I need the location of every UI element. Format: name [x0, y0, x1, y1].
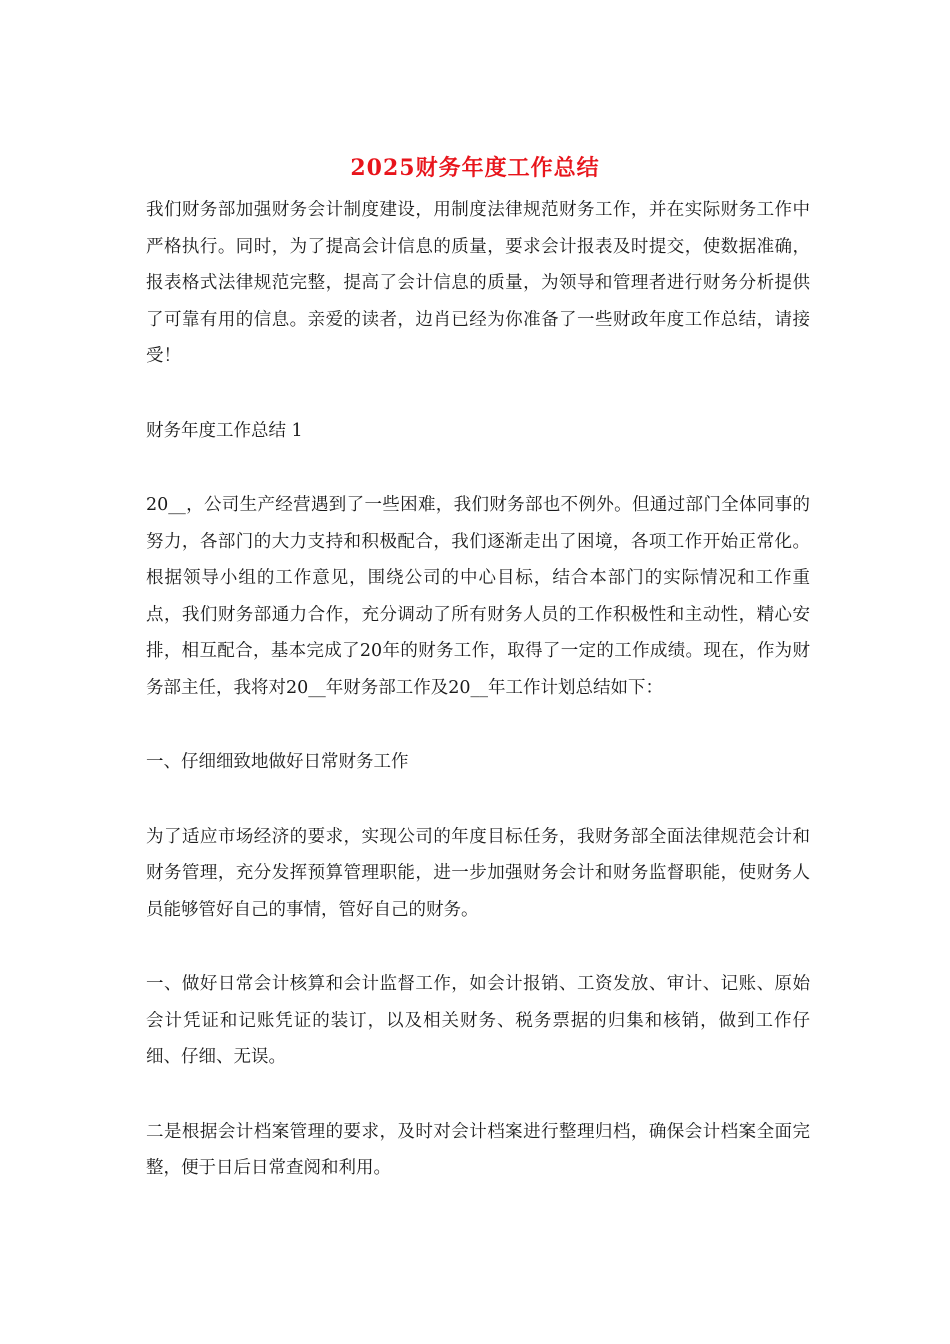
- intro-paragraph: 我们财务部加强财务会计制度建设，用制度法律规范财务工作，并在实际财务工作中严格执行。同时，为了提高会计信息的质量，要求会计报表及时提交，使数据准确，报表格式法律规范完整，提高了会计信息的质量，为领导和管理者进行财务分析提供了可靠有用的信息。亲爱的读者，边肖已经为你准备了一些财政年度工作总结，请接受！: [146, 200, 810, 366]
- body-paragraph: 为了适应市场经济的要求，实现公司的年度目标任务，我财务部全面法律规范会计和财务管理，充分发挥预算管理职能，进一步加强财务会计和财务监督职能，使财务人员能够管好自己的事情，管好自己的财务。: [146, 826, 810, 920]
- document-body: [146, 192, 810, 1225]
- subsection-heading: 一、仔细细致地做好日常财务工作: [146, 752, 409, 772]
- body-paragraph: 20__，公司生产经营遇到了一些困难，我们财务部也不例外。但通过部门全体同事的努力，各部门的大力支持和积极配合，我们逐渐走出了困境，各项工作开始正常化。根据领导小组的工作意见，围绕公司的中心目标，结合本部门的实际情况和工作重点，我们财务部通力合作，充分调动了所有财务人员的工作积极性和主动性，精心安排，相互配合，基本完成了20年的财务工作，取得了一定的工作成绩。现在，作为财务部主任，我将对20__年财务部工作及20__年工作计划总结如下：: [146, 495, 810, 698]
- body-paragraph: 二是根据会计档案管理的要求，及时对会计档案进行整理归档，确保会计档案全面完整，便于日后日常查阅和利用。: [146, 1121, 810, 1178]
- section-heading: 财务年度工作总结 1: [146, 420, 303, 441]
- body-paragraph: 一、做好日常会计核算和会计监督工作，如会计报销、工资发放、审计、记账、原始会计凭证和记账凭证的装订，以及相关财务、税务票据的归集和核销，做到工作仔细、仔细、无误。: [146, 974, 810, 1067]
- document-title: 2025财务年度工作总结: [350, 155, 600, 181]
